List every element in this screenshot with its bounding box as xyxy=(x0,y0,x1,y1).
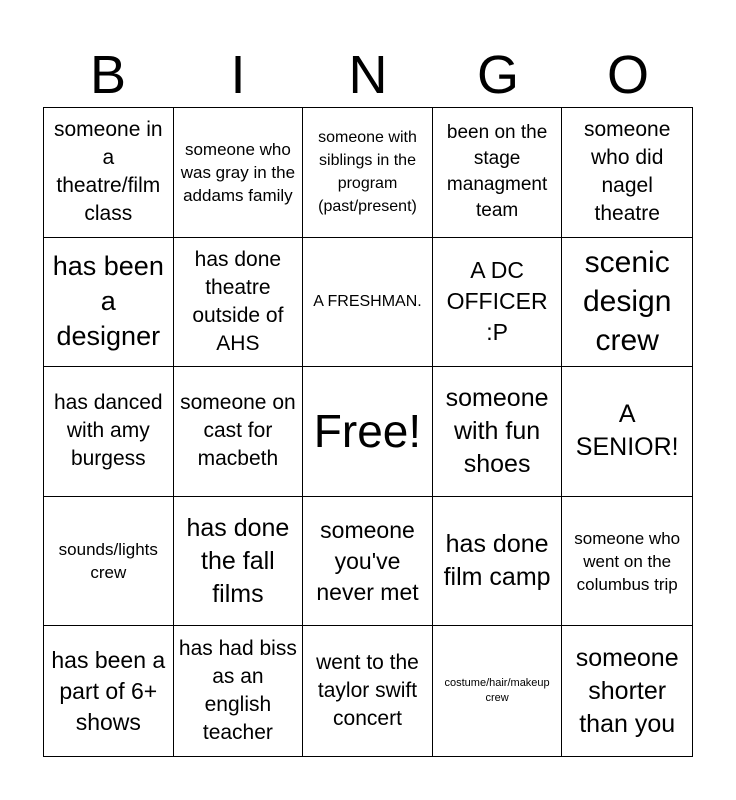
cell-text: A DC OFFICER :P xyxy=(446,257,548,346)
bingo-cell-r3c5[interactable] xyxy=(562,367,692,497)
cell-text: someone with siblings in the program (past/present) xyxy=(318,129,417,216)
cell-text: someone who was gray in the addams family xyxy=(180,139,296,205)
bingo-cell-r5c3[interactable] xyxy=(303,626,433,756)
bingo-cell-r2c1[interactable] xyxy=(44,238,174,368)
header-letter-i: I xyxy=(230,45,246,105)
cell-text: sounds/lights crew xyxy=(58,540,158,583)
bingo-cell-r2c2[interactable] xyxy=(174,238,304,368)
cell-text: has been a designer xyxy=(52,251,164,352)
bingo-cell-r1c5[interactable] xyxy=(562,108,692,238)
free-space-text: Free! xyxy=(313,405,422,458)
bingo-cell-r2c4[interactable] xyxy=(433,238,563,368)
bingo-cell-r1c4[interactable] xyxy=(433,108,563,238)
cell-text: has had biss as an english teacher xyxy=(178,637,297,745)
bingo-cell-r2c3[interactable] xyxy=(303,238,433,368)
bingo-cell-r1c1[interactable] xyxy=(44,108,174,238)
cell-text: A FRESHMAN. xyxy=(313,293,422,311)
cell-text: someone who went on the columbus trip xyxy=(574,528,681,594)
cell-text: scenic design crew xyxy=(582,246,672,358)
bingo-cell-r4c2[interactable] xyxy=(174,497,304,627)
cell-text: someone on cast for macbeth xyxy=(180,391,296,471)
bingo-cell-r5c2[interactable] xyxy=(174,626,304,756)
bingo-cell-r4c5[interactable] xyxy=(562,497,692,627)
bingo-cell-r4c3[interactable] xyxy=(303,497,433,627)
header-letter-b: B xyxy=(89,45,127,105)
bingo-cell-r3c1[interactable] xyxy=(44,367,174,497)
cell-text: went to the taylor swift concert xyxy=(316,651,419,731)
bingo-cell-r5c4[interactable] xyxy=(433,626,563,756)
cell-text: has done the fall films xyxy=(186,513,290,608)
bingo-cell-r3c4[interactable] xyxy=(433,367,563,497)
cell-text: someone you've never met xyxy=(316,516,419,605)
cell-text: has done theatre outside of AHS xyxy=(192,247,284,355)
cell-text: A SENIOR! xyxy=(575,400,679,462)
bingo-header xyxy=(43,45,693,105)
bingo-cell-r2c5[interactable] xyxy=(562,238,692,368)
cell-text: has danced with amy burgess xyxy=(54,391,163,471)
bingo-cell-r5c1[interactable] xyxy=(44,626,174,756)
cell-text: been on the stage managment team xyxy=(446,122,548,222)
bingo-cell-free[interactable] xyxy=(303,367,433,497)
bingo-cell-r4c4[interactable] xyxy=(433,497,563,627)
bingo-cell-r1c3[interactable] xyxy=(303,108,433,238)
cell-text: someone in a theatre/film class xyxy=(54,118,163,226)
bingo-cell-r5c5[interactable] xyxy=(562,626,692,756)
bingo-cell-r3c2[interactable] xyxy=(174,367,304,497)
cell-text: costume/hair/makeup crew xyxy=(444,677,550,705)
cell-text: someone with fun shoes xyxy=(445,383,549,478)
bingo-cell-r1c2[interactable] xyxy=(174,108,304,238)
bingo-grid xyxy=(43,107,693,757)
cell-text: has done film camp xyxy=(443,530,551,592)
header-letter-n: N xyxy=(348,45,388,105)
header-letter-o: O xyxy=(606,45,649,105)
bingo-cell-r4c1[interactable] xyxy=(44,497,174,627)
header-letter-g: G xyxy=(476,45,519,105)
cell-text: someone who did nagel theatre xyxy=(584,118,671,226)
cell-text: someone shorter than you xyxy=(575,643,679,738)
cell-text: has been a part of 6+ shows xyxy=(51,646,166,735)
